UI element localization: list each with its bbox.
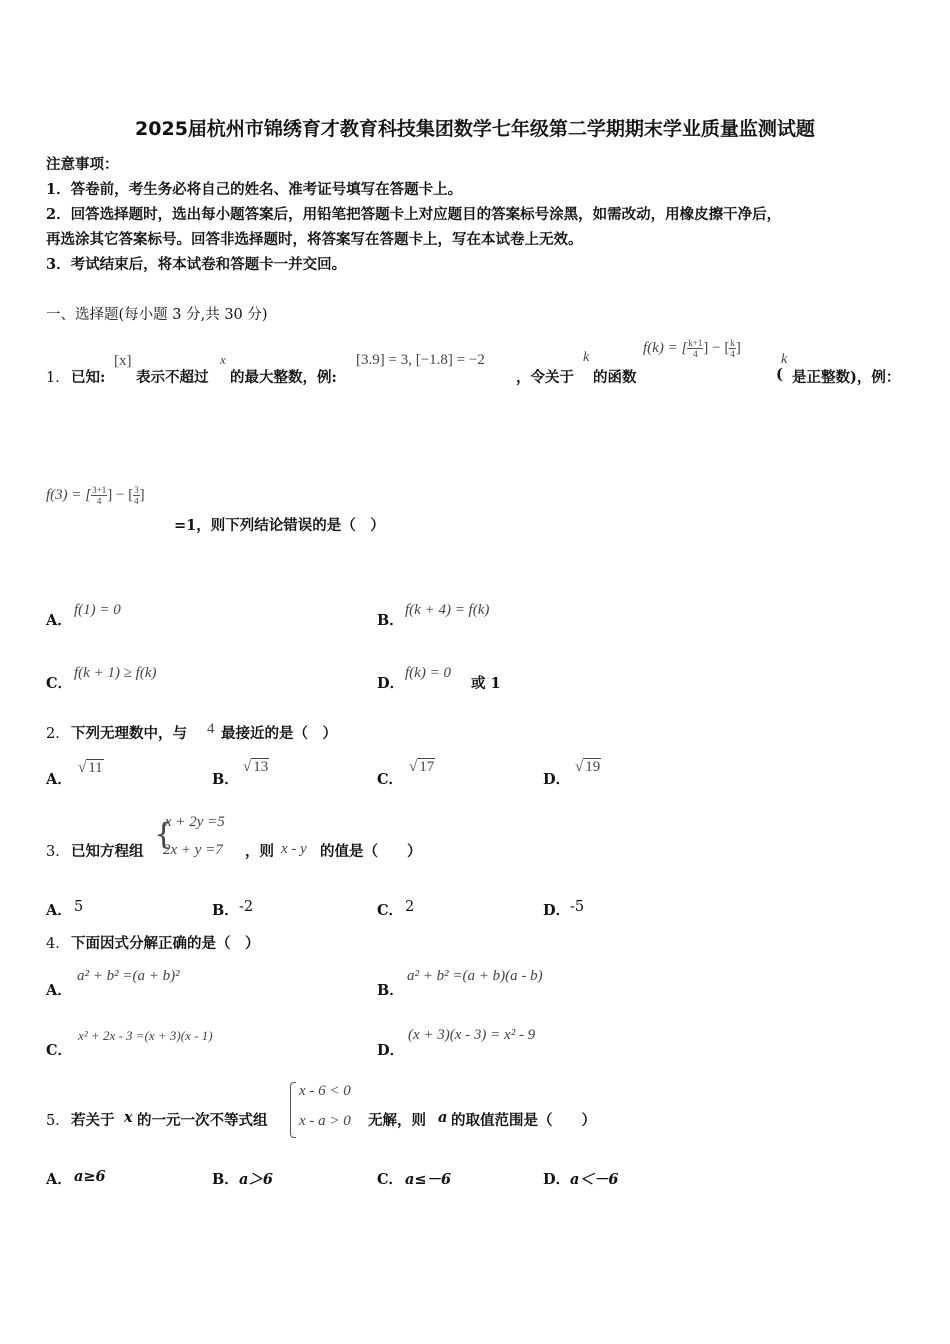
q5-option-b: a＞6 <box>239 1171 273 1188</box>
q1-math-f3 <box>46 485 145 506</box>
q1-f3-mid: ] − [ <box>107 486 134 503</box>
q1-f3-num-1: 3+1 <box>92 485 107 495</box>
q3-option-d-label: D． <box>543 902 571 919</box>
q1-fk-den-1: 4 <box>693 349 698 359</box>
q1-math-example: [3.9] = 3, [−1.8] = −2 <box>356 352 485 368</box>
q4-option-c: x² + 2x - 3 =(x + 3)(x - 1) <box>78 1028 213 1043</box>
notice-item-3: 3．考试结束后，将本试卷和答题卡一并交回。 <box>46 256 347 273</box>
q1-fk-num-1: k+1 <box>688 338 703 348</box>
q5-option-c: a≤－6 <box>405 1171 452 1188</box>
q2-option-b-label: B． <box>212 771 239 788</box>
q2-option-d <box>575 759 601 776</box>
notice-item-2-cont: 再选涂其它答案标号。回答非选择题时，将答案写在答题卡上，写在本试卷上无效。 <box>46 231 583 248</box>
q4-option-a: a² + b² =(a + b)² <box>77 968 180 984</box>
sqrt-icon: √ 13 <box>243 759 269 775</box>
q5-option-a-label: A． <box>46 1171 72 1188</box>
q1-fk-mid: ] − [ <box>703 339 730 356</box>
q5-option-b-label: B． <box>212 1171 239 1188</box>
q1-f3-num-2: 3 <box>134 485 139 495</box>
q3-equation-1: x + 2y =5 <box>165 814 225 830</box>
q3-option-d: -5 <box>570 899 585 915</box>
q4-option-d-label: D． <box>377 1042 405 1059</box>
left-brace-icon: { <box>154 817 174 852</box>
q2-option-c <box>409 759 435 776</box>
q3-stem-c: 的值是（ ） <box>320 843 422 860</box>
notice-heading: 注意事项： <box>46 156 119 173</box>
q1-option-c-label: C． <box>46 675 73 692</box>
q2-stem-b: 最接近的是（ ） <box>221 725 337 742</box>
q1-fk-left: f(k) = [ <box>643 339 688 356</box>
q1-text-1: 已知: <box>71 369 106 386</box>
q1-fk-den-2: 4 <box>730 349 735 359</box>
q5-inequality-2: x - a > 0 <box>299 1113 351 1129</box>
q4-option-a-label: A． <box>46 982 72 999</box>
q1-option-b-label: B． <box>377 612 404 629</box>
notice-item-2: 2．回答选择题时，选出每小题答案后，用铅笔把答题卡上对应题目的答案标号涂黑，如需改动，用橡皮擦干净后， <box>46 206 782 223</box>
q1-fk-frac-1 <box>687 338 703 359</box>
q2-option-b <box>243 759 269 776</box>
q1-option-a: f(1) = 0 <box>74 602 121 618</box>
q2-option-c-label: C． <box>377 771 404 788</box>
q3-expression: x - y <box>281 841 307 857</box>
q4-option-b: a² + b² =(a + b)(a - b) <box>407 968 543 984</box>
q3-option-b: -2 <box>239 899 254 915</box>
q1-text-2: 表示不超过 <box>136 369 209 386</box>
q5-var-a: a <box>438 1109 448 1126</box>
q5-option-c-label: C． <box>377 1171 404 1188</box>
q1-f3-den-2: 4 <box>134 496 139 506</box>
q1-stem-end: =1，则下列结论错误的是（ ） <box>174 517 385 534</box>
q3-number: 3． <box>46 844 70 860</box>
q4-stem: 下面因式分解正确的是（ ） <box>71 935 260 952</box>
q5-stem-b: 的一元一次不等式组 <box>137 1112 268 1129</box>
q5-stem-d: 的取值范围是（ ） <box>451 1112 596 1129</box>
q2-number: 2． <box>46 726 70 742</box>
q2-stem-a: 下列无理数中，与 <box>71 725 187 742</box>
q4-option-b-label: B． <box>377 982 404 999</box>
q1-math-k: k <box>583 350 590 365</box>
notice-item-1: 1．答卷前，考生务必将自己的姓名、准考证号填写在答题卡上。 <box>46 181 463 198</box>
q1-option-a-label: A． <box>46 612 72 629</box>
page-title: 2025届杭州市锦绣育才教育科技集团数学七年级第二学期期末学业质量监测试题 <box>135 118 815 140</box>
q1-f3-left: f(3) = [ <box>46 486 92 503</box>
q3-option-c: 2 <box>405 899 415 915</box>
q1-math-x: x <box>220 352 226 367</box>
q1-math-fk <box>643 338 741 359</box>
q1-text-5: 的函数 <box>593 369 637 386</box>
q4-option-c-label: C． <box>46 1042 73 1059</box>
q5-option-d: a＜－6 <box>570 1171 619 1188</box>
q1-option-c: f(k + 1) ≥ f(k) <box>74 665 157 681</box>
q1-text-6: ( <box>776 366 783 383</box>
q1-option-b: f(k + 4) = f(k) <box>405 602 490 618</box>
q4-number: 4． <box>46 936 70 952</box>
q5-stem-a: 若关于 <box>71 1112 115 1129</box>
q1-text-3: 的最大整数，例: <box>230 369 337 386</box>
q5-var-x: x <box>124 1109 133 1126</box>
q1-f3-den-1: 4 <box>96 496 102 506</box>
q1-text-4: ，令关于 <box>516 369 574 386</box>
q3-option-a-label: A． <box>46 902 72 919</box>
q5-inequality-1: x - 6 < 0 <box>299 1083 351 1099</box>
sqrt-icon: √ 11 <box>78 760 103 776</box>
q1-option-d: f(k) = 0 <box>405 665 451 681</box>
q5-number: 5． <box>46 1113 70 1129</box>
q2-option-a-label: A． <box>46 771 72 788</box>
sqrt-icon: √ 19 <box>575 759 601 775</box>
q5-option-a: a≥6 <box>74 1168 106 1185</box>
q2-option-d-radicand: 19 <box>585 759 601 775</box>
q1-fk-num-2: k <box>730 338 735 348</box>
q3-option-b-label: B． <box>212 902 239 919</box>
q4-option-d: (x + 3)(x - 3) = x² - 9 <box>408 1027 536 1043</box>
q1-f3-frac-1 <box>91 485 107 506</box>
q2-option-b-radicand: 13 <box>253 759 269 775</box>
q3-option-c-label: C． <box>377 902 404 919</box>
q2-stem-number: 4 <box>207 721 215 737</box>
q1-number: 1． <box>46 370 70 386</box>
q2-option-d-label: D． <box>543 771 571 788</box>
q1-f3-right: ] <box>139 486 145 503</box>
q3-equation-2: 2x + y =7 <box>163 842 223 858</box>
section-heading: 一、选择题(每小题 3 分,共 30 分) <box>46 307 268 323</box>
q2-option-a <box>78 760 104 777</box>
q1-option-d-suffix: 或 1 <box>471 675 501 692</box>
q2-option-c-radicand: 17 <box>419 759 435 775</box>
q2-option-a-radicand: 11 <box>88 760 103 776</box>
q1-text-7: 是正整数)，例： <box>792 369 901 386</box>
left-brace-icon <box>290 1082 296 1138</box>
q3-stem-a: 已知方程组 <box>71 843 144 860</box>
q3-option-a: 5 <box>74 899 84 915</box>
q5-stem-c: 无解，则 <box>368 1112 426 1129</box>
q1-fk-right: ] <box>735 339 741 356</box>
q1-option-d-label: D． <box>377 675 405 692</box>
q3-stem-b: ，则 <box>245 843 274 860</box>
sqrt-icon: √ 17 <box>409 759 435 775</box>
q1-math-k2: k <box>781 352 788 367</box>
q5-option-d-label: D． <box>543 1171 571 1188</box>
q1-math-bracket-x: [x] <box>114 353 132 369</box>
